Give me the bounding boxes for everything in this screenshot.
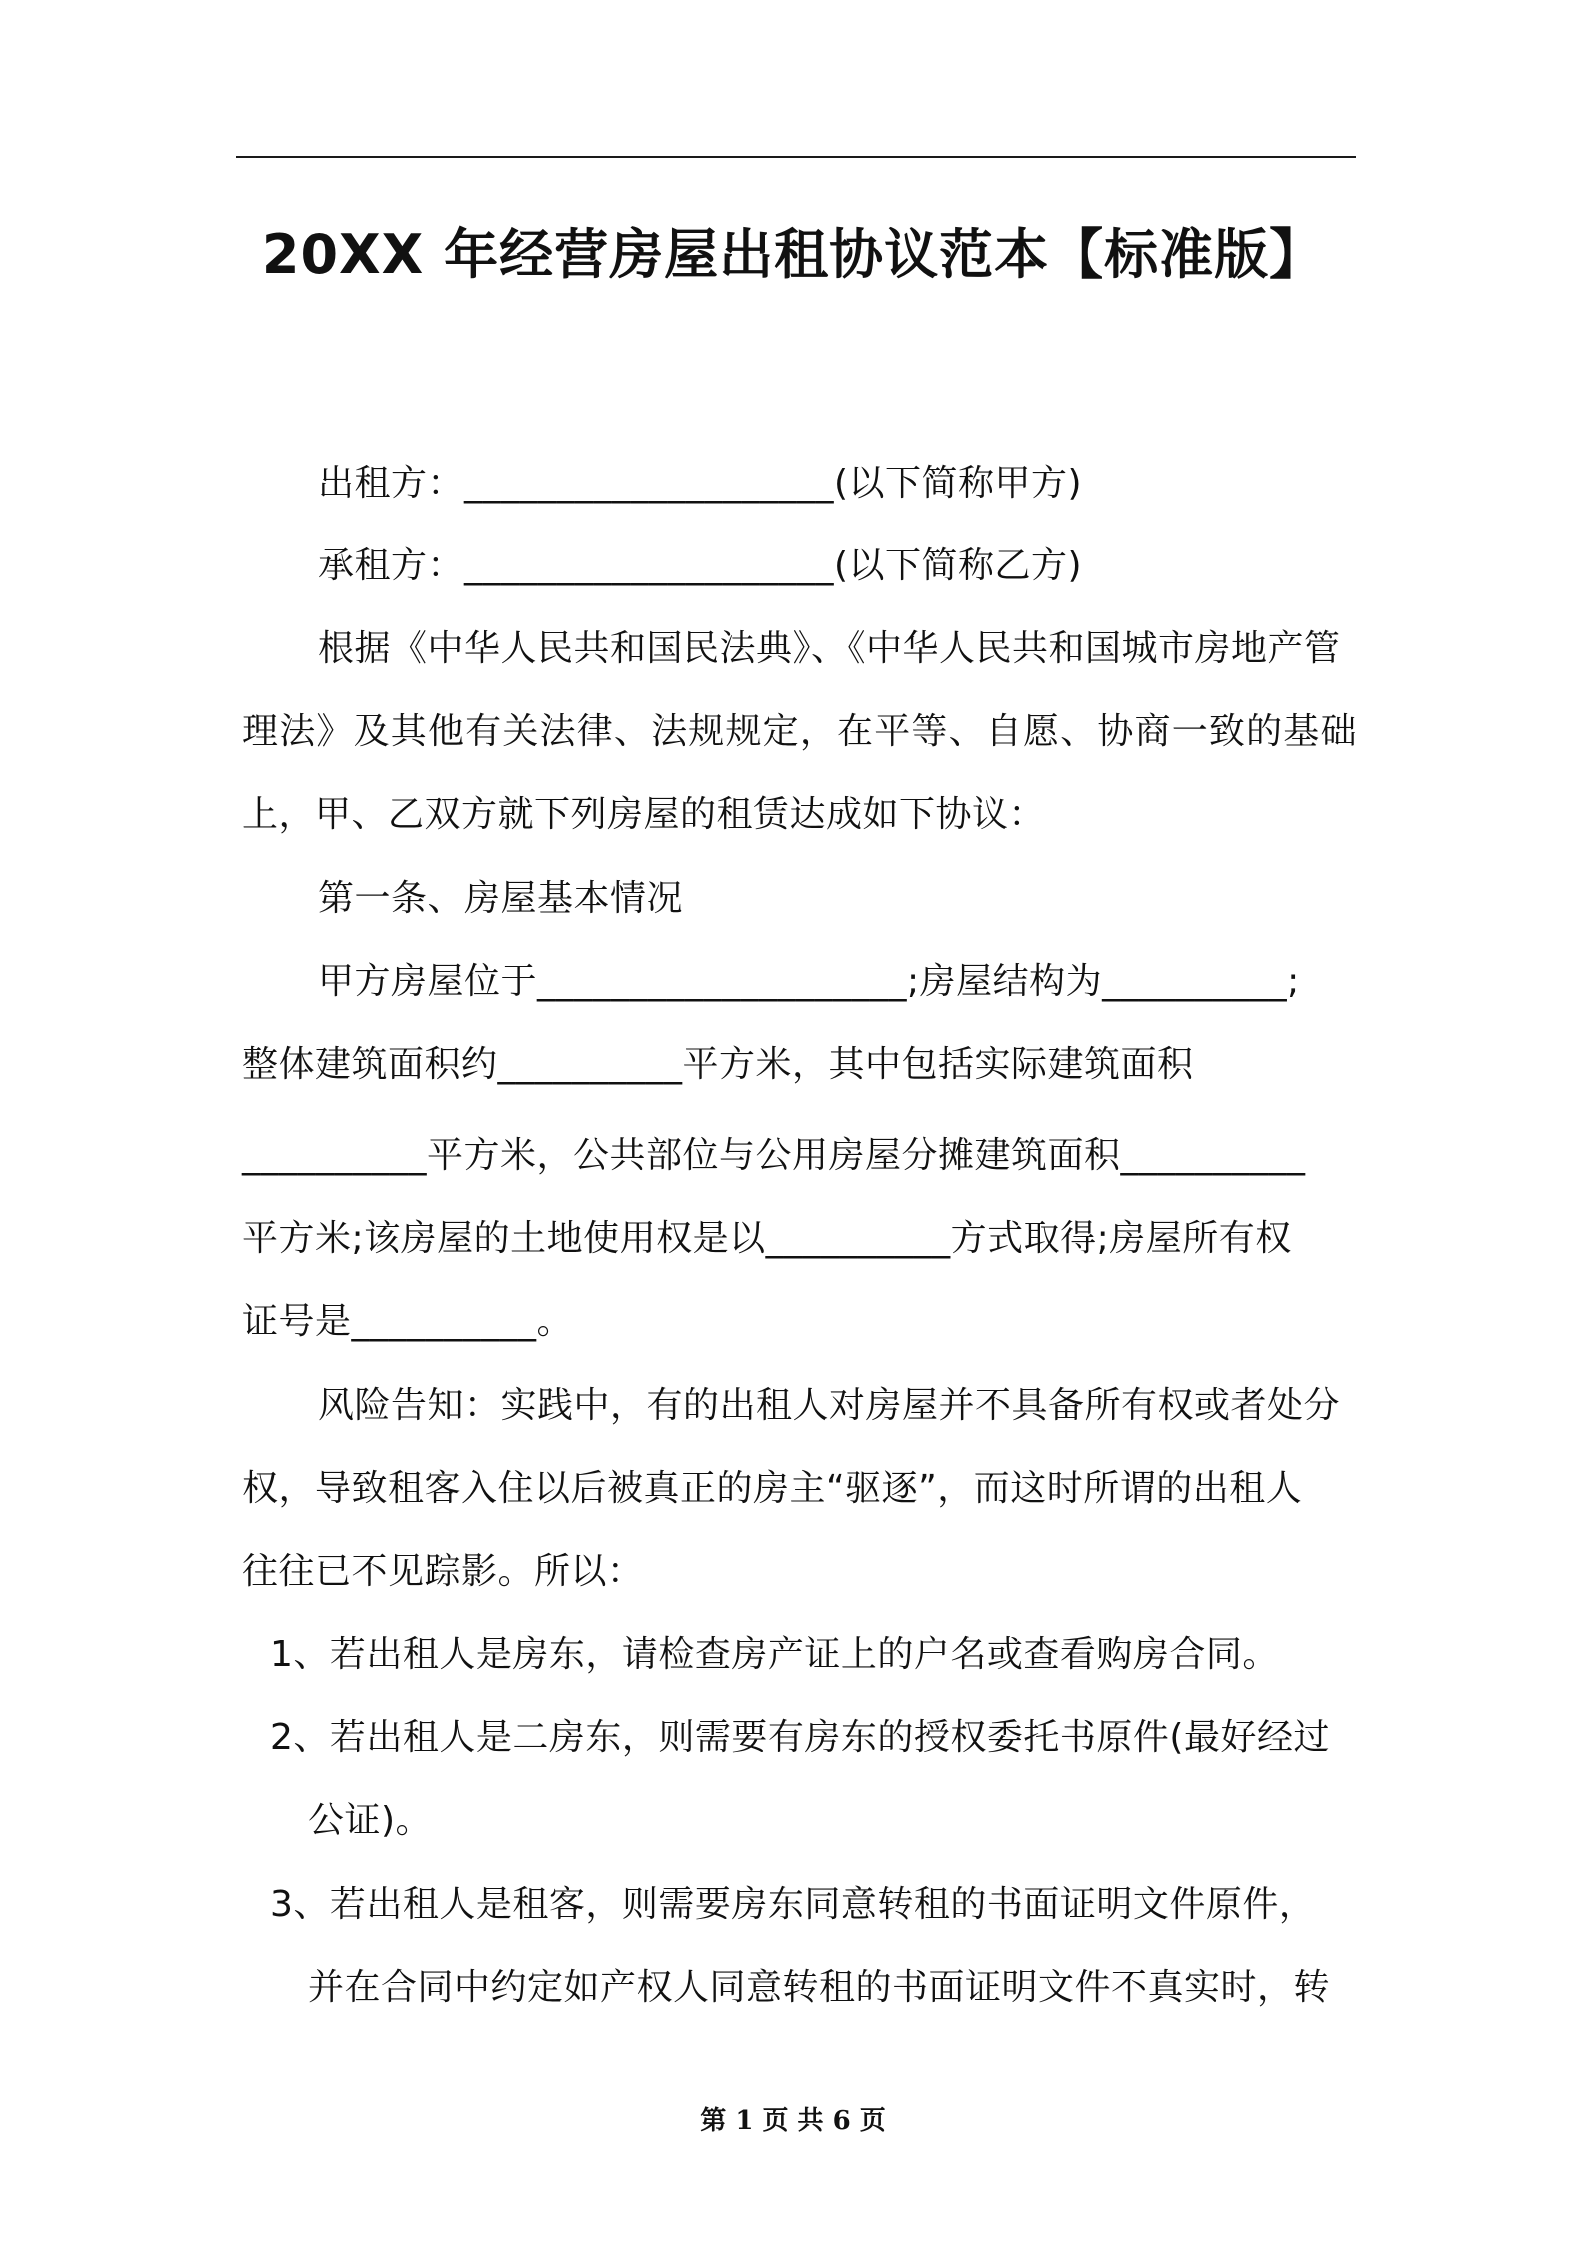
paragraph-line: 甲方房屋位于____________________;房屋结构为__________;: [318, 961, 1300, 1002]
risk-notice-line: 风险告知：实践中，有的出租人对房屋并不具备所有权或者处分: [318, 1385, 1341, 1426]
paragraph-line: 证号是__________。: [242, 1301, 574, 1342]
risk-notice-line: 权，导致租客入住以后被真正的房主“驱逐”，而这时所谓的出租人: [242, 1468, 1303, 1509]
lessor-line: 出租方：____________________(以下简称甲方): [318, 463, 1083, 504]
header-rule: [236, 156, 1356, 158]
paragraph-line: 上，甲、乙双方就下列房屋的租赁达成如下协议：: [242, 794, 1046, 835]
list-item: 1、若出租人是房东，请检查房产证上的户名或查看购房合同。: [270, 1634, 1279, 1675]
section-heading: 第一条、房屋基本情况: [318, 878, 684, 919]
list-item: 2、若出租人是二房东，则需要有房东的授权委托书原件(最好经过: [270, 1717, 1330, 1758]
document-title: 20XX 年经营房屋出租协议范本【标准版】: [261, 223, 1325, 286]
lessee-line: 承租方：____________________(以下简称乙方): [318, 545, 1083, 586]
paragraph-line: __________平方米，公共部位与公用房屋分摊建筑面积__________: [242, 1135, 1306, 1176]
risk-notice-line: 往往已不见踪影。所以：: [242, 1551, 644, 1592]
list-item-continuation: 公证)。: [308, 1800, 433, 1841]
paragraph-line: 整体建筑面积约__________平方米，其中包括实际建筑面积: [242, 1044, 1194, 1085]
page-number: 第 1 页 共 6 页: [700, 2106, 886, 2136]
paragraph-line: 理法》及其他有关法律、法规规定，在平等、自愿、协商一致的基础: [242, 711, 1357, 752]
list-item: 3、若出租人是租客，则需要房东同意转租的书面证明文件原件，: [270, 1884, 1316, 1925]
list-item-continuation: 并在合同中约定如产权人同意转租的书面证明文件不真实时，转: [308, 1967, 1331, 2008]
paragraph-line: 平方米;该房屋的土地使用权是以__________方式取得;房屋所有权: [242, 1218, 1292, 1259]
paragraph-line: 根据《中华人民共和国民法典》、《中华人民共和国城市房地产管: [318, 628, 1341, 669]
